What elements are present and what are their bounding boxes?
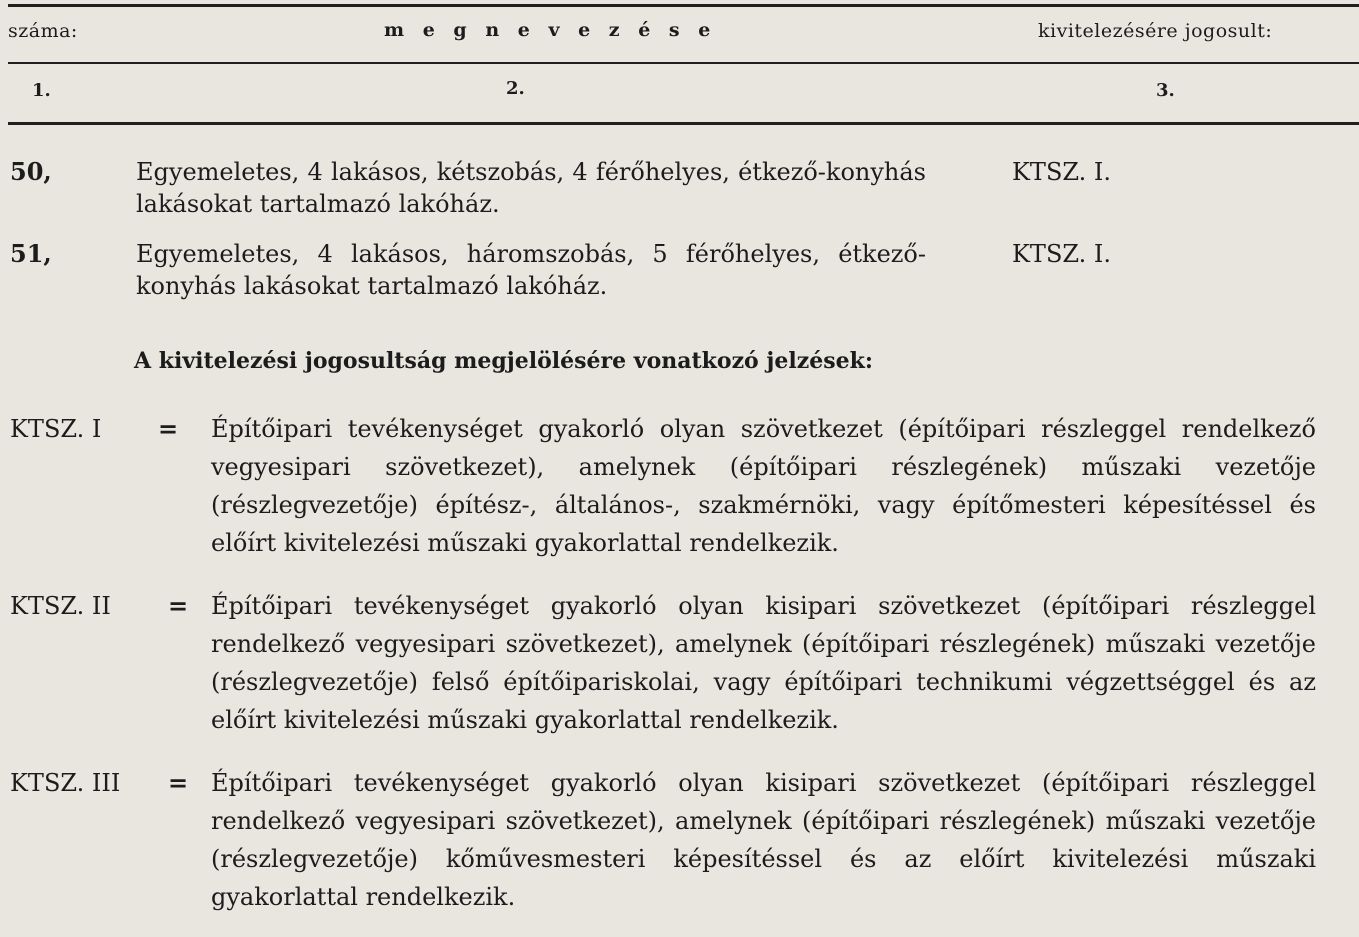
legend-title: A kivitelezési jogosultság megjelölésére vonatkozó jelzések: <box>134 348 873 374</box>
equals-sign: = <box>158 414 179 443</box>
entry-authorization: KTSZ. I. <box>1012 158 1111 186</box>
header-col-number: száma: <box>8 20 78 42</box>
definition-item <box>10 764 1320 924</box>
equals-sign: = <box>168 591 189 620</box>
column-number-2: 2. <box>506 78 525 99</box>
header-col-authorized: kivitelezésére jogosult: <box>1038 20 1273 42</box>
definition-code: KTSZ. II <box>10 592 111 620</box>
definition-code: KTSZ. III <box>10 769 121 797</box>
entry-number: 51, <box>10 239 52 268</box>
entry-description: Egyemeletes, 4 lakásos, kétszobás, 4 férőhelyes, étkező-konyhás lakásokat tartalmazó lakóház. <box>136 158 926 218</box>
column-numbers-rule <box>8 122 1359 125</box>
top-rule <box>8 4 1359 7</box>
header-col-name: m e g n e v e z é s e <box>384 19 717 41</box>
header-rule <box>8 62 1359 64</box>
table-row <box>10 238 1350 304</box>
entry-number: 50, <box>10 157 52 186</box>
entry-authorization: KTSZ. I. <box>1012 240 1111 268</box>
definition-text: Építőipari tevékenységet gyakorló olyan szövetkezet (építőipari részleggel rendelkező vegyesipari szövetkezet), amelynek (építőipari részlegének) műszaki vezetője (részlegvezetője) építész-, általános-, szakmérnöki, vagy építőmesteri képesítéssel és előírt kivitelezési műszaki gyakorlattal rendelkezik. <box>211 415 1316 557</box>
definition-text: Építőipari tevékenységet gyakorló olyan kisipari szövetkezet (építőipari részleggel rendelkező vegyesipari szövetkezet), amelynek (építőipari részlegének) műszaki vezetője (részlegvezetője) felső építőipariskolai, vagy építőipari technikumi végzettséggel és az előírt kivitelezési műszaki gyakorlattal rendelkezik. <box>211 592 1316 734</box>
entry-description: Egyemeletes, 4 lakásos, háromszobás, 5 férőhelyes, étkező-konyhás lakásokat tartalmazó lakóház. <box>136 240 926 300</box>
definition-item <box>10 410 1320 570</box>
definition-item <box>10 587 1320 747</box>
table-row <box>10 156 1350 222</box>
column-number-1: 1. <box>32 80 51 101</box>
definition-text: Építőipari tevékenységet gyakorló olyan kisipari szövetkezet (építőipari részleggel rendelkező vegyesipari szövetkezet), amelynek (építőipari részlegének) műszaki vezetője (részlegvezetője) kőművesmesteri képesítéssel és az előírt kivitelezési műszaki gyakorlattal rendelkezik. <box>211 769 1316 911</box>
equals-sign: = <box>168 768 189 797</box>
column-number-3: 3. <box>1156 80 1175 101</box>
definition-code: KTSZ. I <box>10 415 102 443</box>
